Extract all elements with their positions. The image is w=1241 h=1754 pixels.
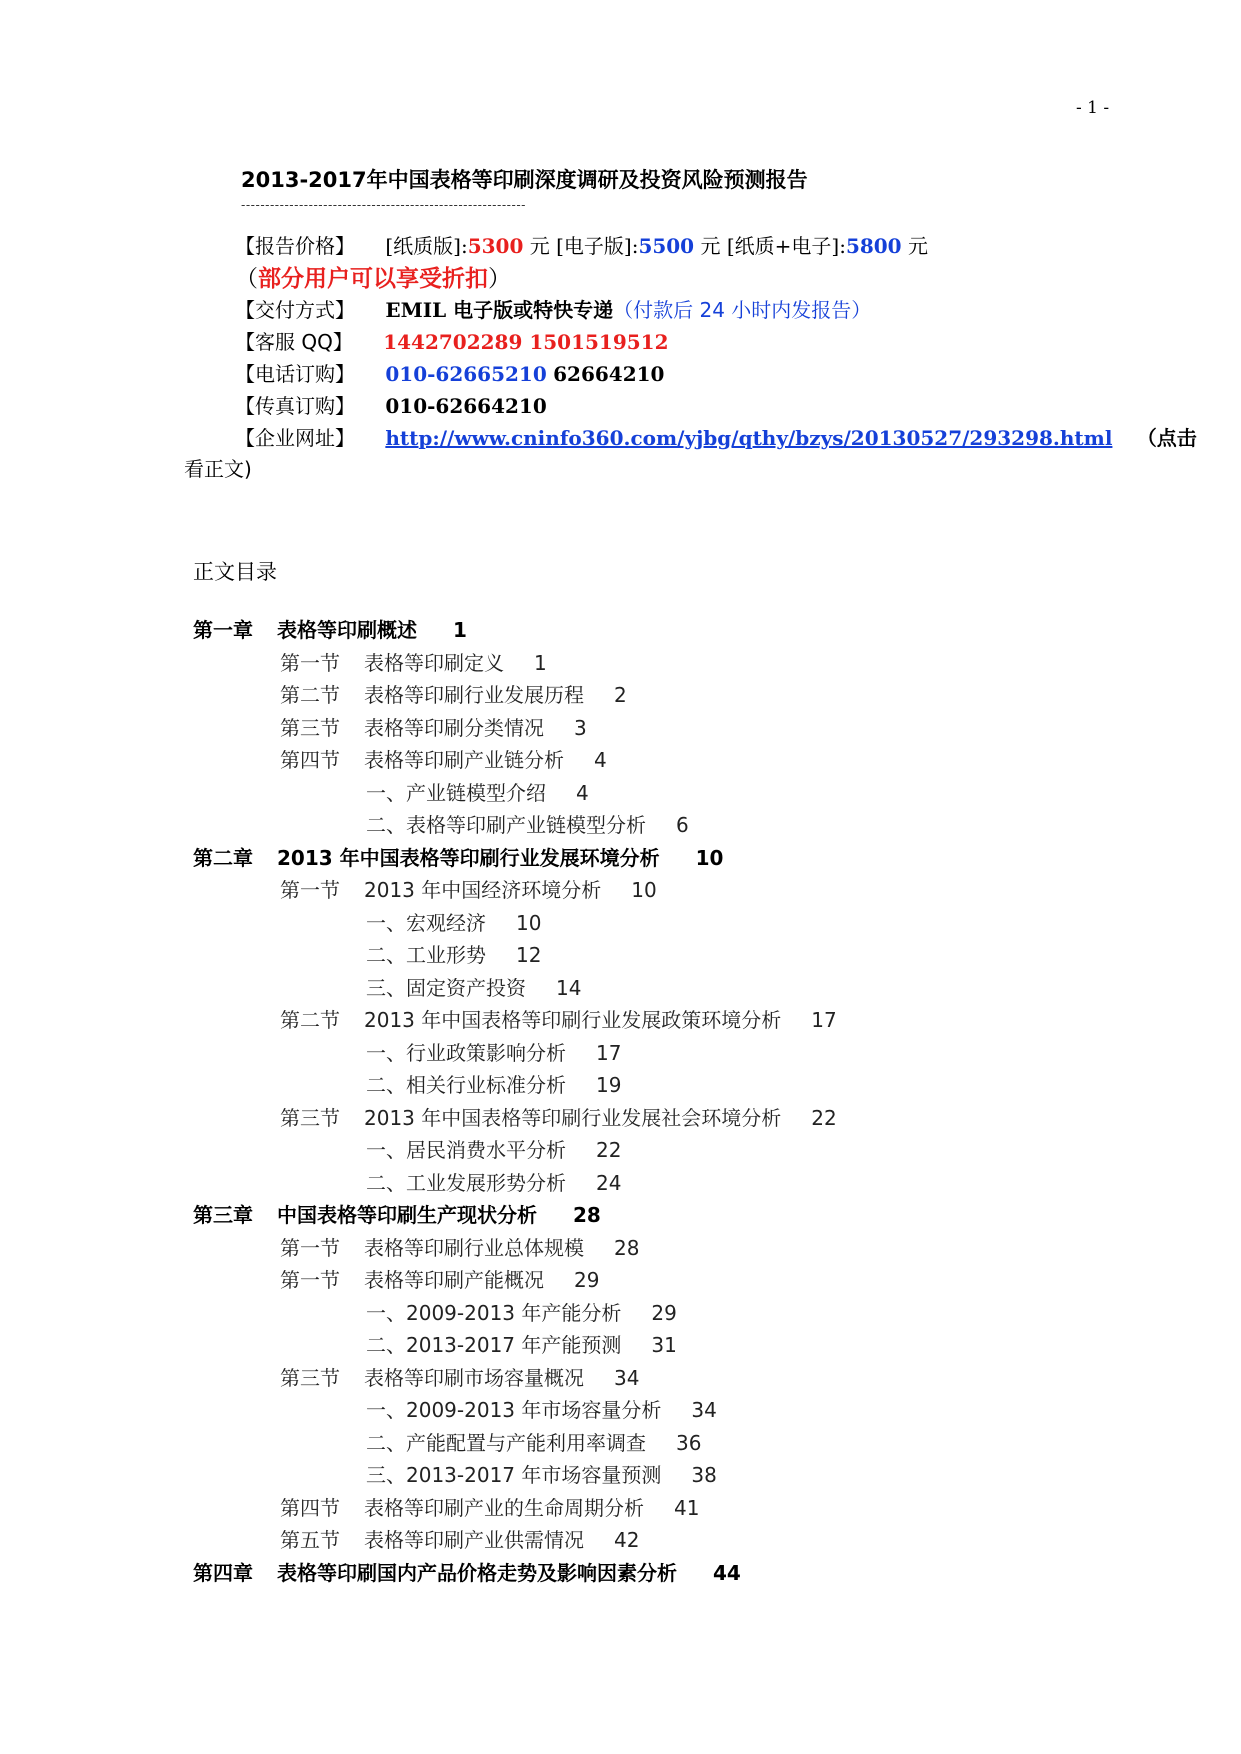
toc-entry-sec[interactable] (280, 679, 627, 708)
toc-entry-prefix: 第五节 (280, 1528, 340, 1552)
toc-entry-sub[interactable] (366, 777, 589, 806)
toc-entry-prefix: 第三节 (280, 1365, 340, 1390)
toc-entry-page: 12 (516, 943, 542, 967)
toc-entry-page: 34 (691, 1398, 717, 1422)
toc-entry-ch[interactable] (193, 614, 467, 643)
toc-entry-title: 中国表格等印刷生产现状分析 (277, 1203, 537, 1227)
toc-entry-page: 28 (614, 1235, 640, 1260)
page-number: - 1 - (1076, 98, 1110, 118)
toc-entry-prefix: 第四章 (193, 1560, 253, 1585)
toc-entry-title: 2013 年中国经济环境分析 (364, 878, 602, 902)
toc-entry-prefix: 第四节 (280, 1495, 340, 1520)
toc-entry-sub[interactable] (366, 972, 581, 1001)
electronic-price: 5500 (638, 234, 695, 258)
website-label: 【企业网址】 (235, 426, 355, 450)
toc-entry-sec[interactable] (280, 647, 547, 676)
fax-row (235, 390, 547, 419)
discount-row (235, 260, 511, 293)
discount-close-paren: ） (488, 266, 511, 292)
toc-entry-page: 4 (576, 780, 589, 805)
toc-entry-page: 3 (574, 715, 587, 740)
toc-entry-prefix: 第一节 (280, 650, 340, 675)
toc-entry-sub[interactable] (366, 1427, 701, 1456)
toc-entry-title: 表格等印刷概述 (277, 618, 417, 642)
website-note-a: （点击 (1136, 426, 1197, 450)
toc-entry-page: 36 (676, 1430, 702, 1455)
toc-entry-title: 一、居民消费水平分析 (366, 1138, 566, 1162)
toc-entry-sec[interactable] (280, 1362, 639, 1391)
toc-entry-title: 2013 年中国表格等印刷行业发展环境分析 (277, 845, 660, 870)
toc-entry-title: 二、工业发展形势分析 (366, 1170, 566, 1195)
toc-entry-page: 44 (713, 1560, 741, 1585)
toc-entry-title: 二、工业形势 (366, 943, 486, 967)
toc-entry-prefix: 第一节 (280, 1268, 340, 1292)
toc-entry-sub[interactable] (366, 907, 541, 936)
yuan-2: 元 (700, 234, 721, 258)
toc-entry-prefix: 第一节 (280, 1235, 340, 1260)
toc-entry-title: 表格等印刷行业总体规模 (364, 1235, 584, 1260)
toc-entry-title: 2013 年中国表格等印刷行业发展政策环境分析 (364, 1008, 782, 1032)
delivery-row (235, 294, 871, 323)
toc-entry-title: 表格等印刷产能概况 (364, 1268, 544, 1292)
toc-entry-sec[interactable] (280, 874, 657, 903)
toc-entry-prefix: 第一章 (193, 618, 253, 642)
toc-entry-title: 三、固定资产投资 (366, 975, 526, 1000)
toc-entry-page: 1 (534, 650, 547, 675)
toc-entry-sec[interactable] (280, 1264, 599, 1293)
toc-entry-title: 一、2009-2013 年市场容量分析 (366, 1398, 662, 1422)
toc-entry-ch[interactable] (193, 1199, 601, 1228)
toc-entry-title: 二、表格等印刷产业链模型分析 (366, 813, 646, 837)
toc-entry-title: 表格等印刷行业发展历程 (364, 683, 584, 707)
toc-entry-page: 14 (556, 975, 582, 1000)
toc-entry-title: 一、2009-2013 年产能分析 (366, 1300, 622, 1325)
toc-entry-page: 29 (651, 1300, 677, 1325)
toc-entry-title: 表格等印刷产业的生命周期分析 (364, 1495, 644, 1520)
toc-entry-page: 10 (631, 878, 657, 902)
fax-value: 010-62664210 (385, 394, 547, 418)
toc-entry-sec[interactable] (280, 712, 587, 741)
delivery-label: 【交付方式】 (235, 298, 355, 322)
yuan-1: 元 (529, 234, 550, 258)
qq-label: 【客服 QQ】 (235, 330, 353, 354)
toc-entry-title: 一、宏观经济 (366, 910, 486, 935)
toc-entry-prefix: 第四节 (280, 748, 340, 772)
toc-entry-sub[interactable] (366, 1459, 717, 1488)
toc-entry-ch[interactable] (193, 842, 723, 871)
discount-text: 部分用户可以享受折扣 (258, 266, 488, 292)
toc-entry-page: 6 (676, 813, 689, 837)
toc-entry-sec[interactable] (280, 1004, 837, 1033)
website-note-b: 看正文) (184, 457, 252, 481)
report-price-label: 【报告价格】 (235, 234, 355, 258)
report-price-row (235, 230, 928, 259)
toc-entry-page: 29 (574, 1268, 600, 1292)
toc-entry-title: 表格等印刷市场容量概况 (364, 1365, 584, 1390)
website-row (235, 422, 1197, 451)
toc-entry-page: 1 (453, 618, 467, 642)
toc-entry-sub[interactable] (366, 1134, 621, 1163)
toc-entry-title: 2013 年中国表格等印刷行业发展社会环境分析 (364, 1105, 782, 1130)
toc-entry-page: 19 (596, 1073, 622, 1097)
both-price-label: [纸质+电子]: (726, 234, 846, 258)
toc-entry-title: 二、产能配置与产能利用率调查 (366, 1430, 646, 1455)
toc-entry-sec[interactable] (280, 1492, 699, 1521)
paper-price-label: [纸质版]: (385, 234, 468, 258)
toc-entry-title: 表格等印刷产业供需情况 (364, 1528, 584, 1552)
phone-label: 【电话订购】 (235, 362, 355, 386)
toc-entry-page: 34 (614, 1365, 640, 1390)
toc-entry-page: 42 (614, 1528, 640, 1552)
toc-heading: 正文目录 (193, 560, 277, 584)
toc-entry-sub[interactable] (366, 1329, 677, 1358)
toc-entry-sub[interactable] (366, 1069, 621, 1098)
toc-entry-sec[interactable] (280, 1102, 837, 1131)
paper-price: 5300 (467, 234, 524, 258)
fax-label: 【传真订购】 (235, 394, 355, 418)
toc-entry-sub[interactable] (366, 809, 689, 838)
toc-entry-prefix: 第一节 (280, 878, 340, 902)
toc-entry-title: 一、行业政策影响分析 (366, 1040, 566, 1065)
toc-entry-page: 10 (516, 910, 542, 935)
toc-entry-prefix: 第三节 (280, 1105, 340, 1130)
toc-entry-page: 38 (691, 1463, 717, 1487)
delivery-note: （付款后 24 小时内发报告） (613, 298, 872, 322)
toc-entry-sub[interactable] (366, 1394, 717, 1423)
toc-entry-title: 二、相关行业标准分析 (366, 1073, 566, 1097)
toc-entry-page: 2 (614, 683, 627, 707)
toc-entry-page: 4 (594, 748, 607, 772)
qq-row (235, 326, 669, 355)
toc-entry-title: 一、产业链模型介绍 (366, 780, 546, 805)
toc-entry-page: 28 (573, 1203, 601, 1227)
qq-value: 1442702289 1501519512 (383, 330, 669, 354)
phone-value-blue: 010-62665210 (385, 362, 547, 386)
toc-entry-title: 表格等印刷产业链分析 (364, 748, 564, 772)
report-title: 2013-2017年中国表格等印刷深度调研及投资风险预测报告 (241, 168, 808, 192)
phone-value-black: 62664210 (553, 362, 665, 386)
toc-entry-sub[interactable] (366, 1297, 677, 1326)
toc-entry-ch[interactable] (193, 1557, 741, 1586)
toc-entry-page: 41 (674, 1495, 700, 1520)
toc-entry-page: 22 (811, 1105, 837, 1130)
toc-entry-sub[interactable] (366, 1167, 621, 1196)
discount-open-paren: （ (235, 266, 258, 292)
toc-entry-title: 二、2013-2017 年产能预测 (366, 1333, 622, 1357)
electronic-price-label: [电子版]: (556, 234, 639, 258)
toc-entry-sub[interactable] (366, 1037, 621, 1066)
toc-entry-prefix: 第二章 (193, 845, 253, 870)
both-price: 5800 (845, 234, 902, 258)
toc-entry-prefix: 第二节 (280, 683, 340, 707)
toc-entry-title: 三、2013-2017 年市场容量预测 (366, 1463, 662, 1487)
website-link[interactable]: http://www.cninfo360.com/yjbg/qthy/bzys/20130527/293298.html (385, 426, 1113, 450)
title-divider: ----------------------------------------------------------- (241, 198, 526, 212)
toc-entry-page: 17 (596, 1040, 622, 1065)
toc-entry-title: 表格等印刷分类情况 (364, 715, 544, 740)
toc-entry-title: 表格等印刷定义 (364, 650, 504, 675)
phone-row (235, 358, 664, 387)
yuan-3: 元 (907, 234, 928, 258)
delivery-value: EMIL 电子版或特快专递 (385, 298, 614, 322)
toc-entry-page: 10 (695, 845, 724, 870)
toc-entry-page: 22 (596, 1138, 622, 1162)
toc-entry-page: 24 (596, 1170, 622, 1195)
toc-entry-title: 表格等印刷国内产品价格走势及影响因素分析 (277, 1560, 677, 1585)
toc-entry-prefix: 第三章 (193, 1203, 253, 1227)
toc-entry-sub[interactable] (366, 939, 541, 968)
toc-entry-page: 17 (811, 1008, 837, 1032)
toc-entry-sec[interactable] (280, 744, 607, 773)
toc-entry-sec[interactable] (280, 1232, 639, 1261)
toc-entry-prefix: 第三节 (280, 715, 340, 740)
toc-entry-prefix: 第二节 (280, 1008, 340, 1032)
toc-entry-page: 31 (651, 1333, 677, 1357)
toc-entry-sec[interactable] (280, 1524, 639, 1553)
